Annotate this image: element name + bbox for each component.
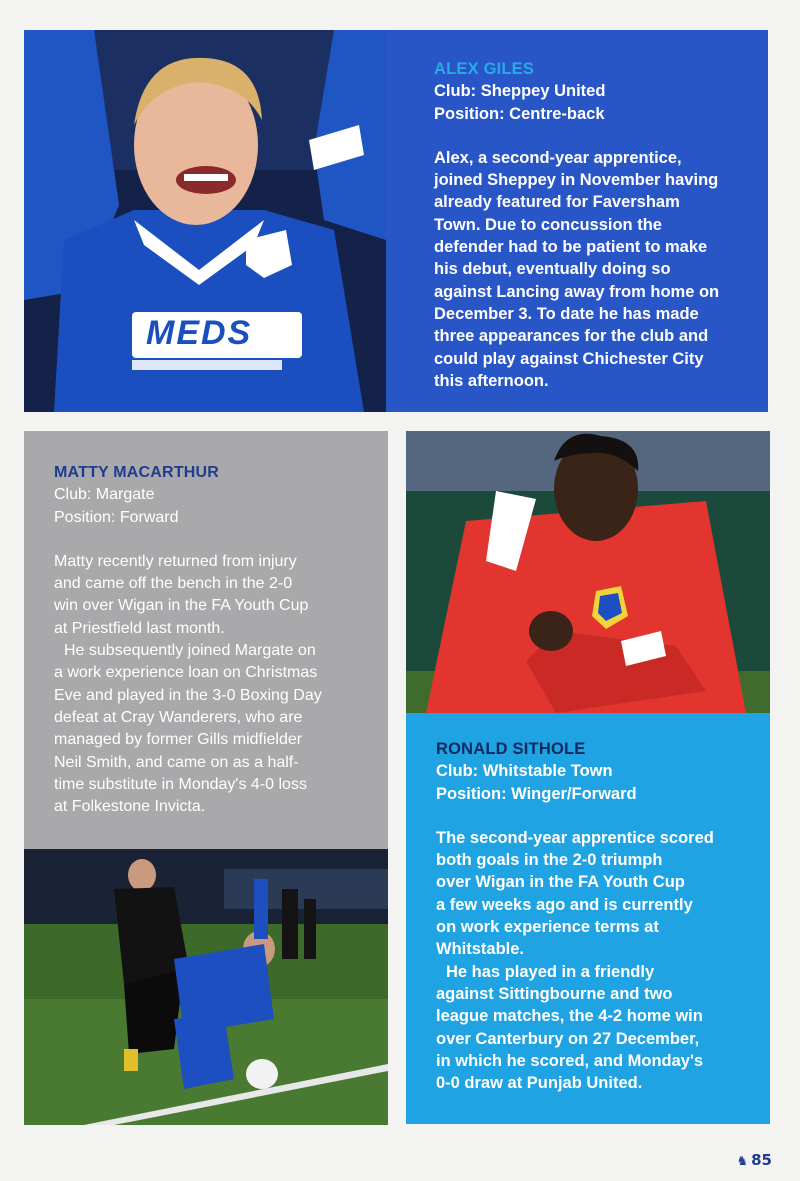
- bio-line: managed by former Gills midfielder: [54, 731, 303, 749]
- ronald-sithole-text: [436, 738, 762, 1094]
- bio-line: at Folkestone Invicta.: [54, 798, 206, 816]
- bio-line: Matty recently returned from injury: [54, 552, 297, 570]
- bio-line: a few weeks ago and is currently: [436, 895, 693, 914]
- bio-line: defeat at Cray Wanderers, who are: [54, 708, 303, 726]
- player-position: Position: Centre-back: [434, 104, 605, 123]
- bio-line: at Priestfield last month.: [54, 619, 225, 637]
- alex-giles-text: [434, 58, 754, 392]
- player-position: Position: Winger/Forward: [436, 784, 637, 803]
- player-club: Club: Margate: [54, 486, 155, 504]
- bio-line: Town. Due to concussion the: [434, 215, 662, 234]
- bio-line: against Sittingbourne and two: [436, 984, 673, 1003]
- player-name: MATTY MACARTHUR: [54, 464, 220, 481]
- page-number: [736, 1151, 772, 1169]
- player-position: Position: Forward: [54, 508, 179, 526]
- bio-line: already featured for Faversham: [434, 193, 680, 212]
- bio-line: The second-year apprentice scored: [436, 828, 714, 847]
- bio-line: on work experience terms at: [436, 918, 659, 937]
- bio-line: 0-0 draw at Punjab United.: [436, 1074, 643, 1093]
- bio-line: time substitute in Monday's 4-0 loss: [54, 775, 307, 793]
- bio-line: He has played in a friendly: [446, 962, 655, 981]
- bio-line: in which he scored, and Monday's: [436, 1051, 704, 1070]
- bio-line: against Lancing away from home on: [434, 282, 720, 301]
- bio-line: win over Wigan in the FA Youth Cup: [54, 597, 309, 615]
- player-name: RONALD SITHOLE: [436, 740, 586, 758]
- player-club: Club: Sheppey United: [434, 82, 606, 101]
- bio-line: could play against Chichester City: [434, 349, 704, 368]
- bio-line: Neil Smith, and came on as a half-: [54, 753, 299, 771]
- bio-line: over Wigan in the FA Youth Cup: [436, 873, 685, 892]
- alex-giles-photo: [24, 30, 386, 412]
- bio-line: December 3. To date he has made: [434, 304, 699, 323]
- player-club: Club: Whitstable Town: [436, 762, 613, 781]
- bio-line: over Canterbury on 27 December,: [436, 1029, 700, 1048]
- bio-line: three appearances for the club and: [434, 327, 709, 346]
- bio-line: defender had to be patient to make: [434, 238, 708, 257]
- bio-line: his debut, eventually doing so: [434, 260, 671, 279]
- bio-line: Eve and played in the 3-0 Boxing Day: [54, 686, 322, 704]
- shirt-sponsor-logo: MEDS: [146, 314, 253, 352]
- player-name: ALEX GILES: [434, 60, 535, 78]
- bio-line: He subsequently joined Margate on: [64, 642, 316, 660]
- bio-line: a work experience loan on Christmas: [54, 664, 318, 682]
- bio-line: both goals in the 2-0 triumph: [436, 851, 663, 870]
- bio-line: joined Sheppey in November having: [434, 171, 719, 190]
- matty-macarthur-text: [54, 462, 380, 818]
- bio-line: this afternoon.: [434, 371, 549, 390]
- bio-line: Whitstable.: [436, 940, 525, 959]
- match-action-photo: [24, 849, 388, 1125]
- bio-line: league matches, the 4-2 home win: [436, 1007, 703, 1026]
- page-number-value: 85: [751, 1151, 772, 1169]
- bio-line: Alex, a second-year apprentice,: [434, 148, 682, 167]
- bio-line: and came off the bench in the 2-0: [54, 575, 293, 593]
- horse-crest-icon: ♞: [736, 1154, 749, 1169]
- ronald-sithole-photo: [406, 431, 770, 713]
